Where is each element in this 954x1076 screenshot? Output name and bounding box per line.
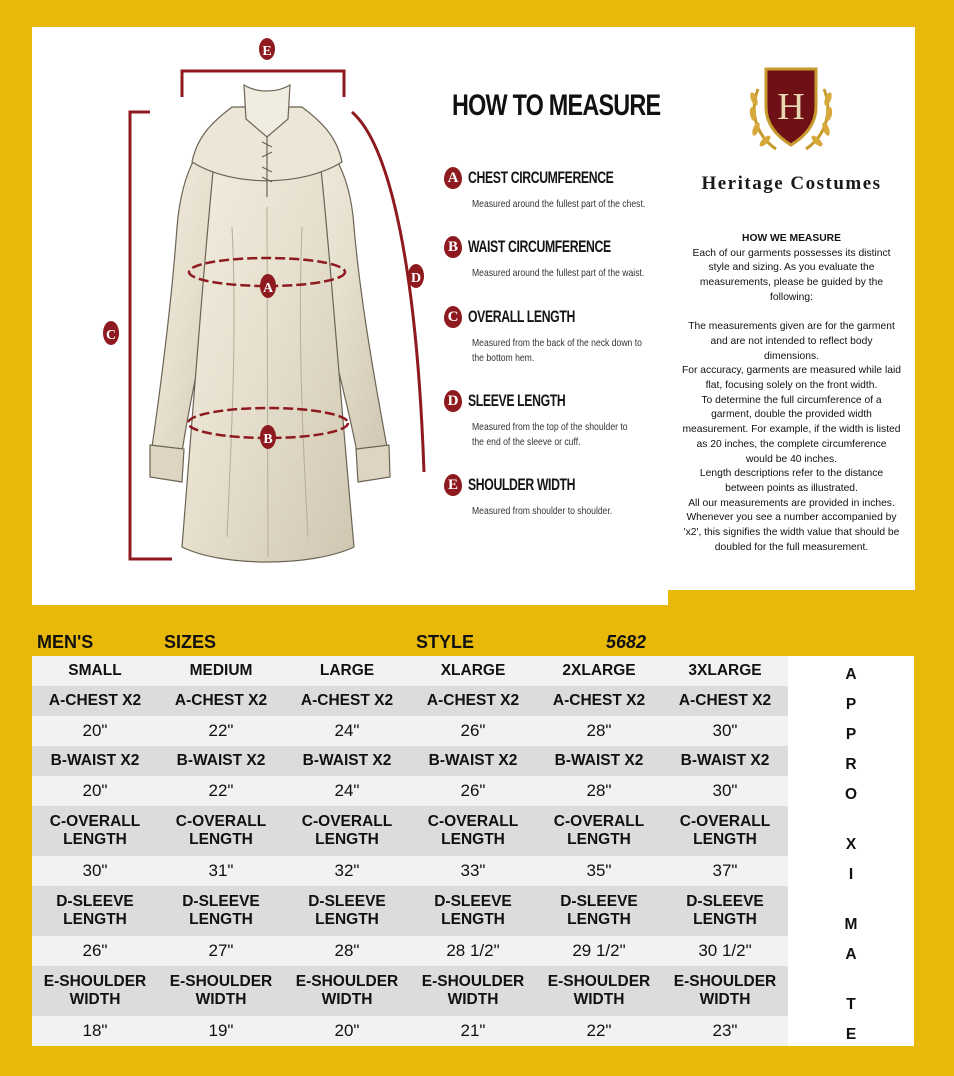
measure-desc: Measured from the top of the shoulder to the end of the sleeve or cuff. xyxy=(472,421,628,448)
badge-c: C xyxy=(444,306,462,328)
size-cell: 3XLARGE xyxy=(662,656,788,686)
table-row xyxy=(32,856,788,886)
row-label: E-SHOULDER WIDTH xyxy=(536,966,662,1016)
value-cell: 30" xyxy=(662,716,788,746)
value-cell: 21" xyxy=(410,1016,536,1046)
row-label: D-SLEEVE LENGTH xyxy=(32,886,158,936)
measure-desc: Measured around the fullest part of the chest. xyxy=(472,198,646,210)
measure-label: SLEEVE LENGTH xyxy=(468,391,566,410)
row-label: E-SHOULDER WIDTH xyxy=(284,966,410,1016)
approx-letter: P xyxy=(845,696,857,713)
approx-letter: T xyxy=(846,996,856,1013)
value-cell: 32" xyxy=(284,856,410,886)
how-we-measure-title: HOW WE MEASURE xyxy=(742,233,841,244)
row-label: C-OVERALL LENGTH xyxy=(284,806,410,856)
badge-b: B xyxy=(444,236,462,258)
value-cell: 29 1/2" xyxy=(536,936,662,966)
row-label: C-OVERALL LENGTH xyxy=(158,806,284,856)
table-row xyxy=(32,1016,788,1046)
value-cell: 27" xyxy=(158,936,284,966)
badge-d: D xyxy=(444,390,462,412)
row-label: C-OVERALL LENGTH xyxy=(32,806,158,856)
table-row xyxy=(32,966,788,1016)
table-row xyxy=(32,936,788,966)
badge-a: A xyxy=(444,167,462,189)
table-row xyxy=(32,746,788,776)
table-row xyxy=(32,686,788,716)
value-cell: 26" xyxy=(410,776,536,806)
row-label: B-WAIST X2 xyxy=(32,746,158,776)
value-cell: 31" xyxy=(158,856,284,886)
style-number: 5682 xyxy=(606,632,647,652)
measure-desc: Measured from the back of the neck down to the bottom hem. xyxy=(472,337,642,364)
shirt-diagram xyxy=(32,27,452,605)
row-label: C-OVERALL LENGTH xyxy=(662,806,788,856)
how-we-measure-text: HOW WE MEASURE Each of our garments possesses its distinct style and sizing. As you evaluate the measurements, please be guided by the following: The measurements given are for the garment and are not intended to reflect body dimensions. For accuracy, garments are measured while laid flat, focusing solely on the front width. To determine the full circumference of a garment, double the provided width measurement. For example, if the width is listed as 20 inches, the complete circumference would be 40 inches. Length descriptions refer to the distance between points as illustrated. All our measurements are provided in inches. Whenever you see a number accompanied by 'x2', this signifies the width value that should be doubled for the full measurement. xyxy=(668,232,915,555)
value-cell: 20" xyxy=(32,716,158,746)
measure-label: WAIST CIRCUMFERENCE xyxy=(468,237,611,256)
row-label: D-SLEEVE LENGTH xyxy=(158,886,284,936)
value-cell: 20" xyxy=(32,776,158,806)
label-a: A xyxy=(262,281,274,296)
mens-label: MEN'S xyxy=(37,632,94,652)
measure-label: SHOULDER WIDTH xyxy=(468,475,576,494)
value-cell: 22" xyxy=(536,1016,662,1046)
measure-label: OVERALL LENGTH xyxy=(468,307,575,326)
size-cell: MEDIUM xyxy=(158,656,284,686)
measure-desc: Measured around the fullest part of the waist. xyxy=(472,267,645,279)
approx-letter: P xyxy=(845,726,857,743)
row-label: A-CHEST X2 xyxy=(32,686,158,716)
value-cell: 19" xyxy=(158,1016,284,1046)
row-label: B-WAIST X2 xyxy=(158,746,284,776)
logo-letter: H xyxy=(777,86,805,128)
brand-name: Heritage Costumes xyxy=(701,173,882,194)
style-label: STYLE xyxy=(416,632,475,652)
approx-letter: A xyxy=(845,946,857,963)
label-d: D xyxy=(410,271,422,286)
label-e: E xyxy=(262,44,272,59)
value-cell: 28 1/2" xyxy=(410,936,536,966)
row-label: D-SLEEVE LENGTH xyxy=(662,886,788,936)
row-label: B-WAIST X2 xyxy=(662,746,788,776)
row-label: D-SLEEVE LENGTH xyxy=(410,886,536,936)
row-label: C-OVERALL LENGTH xyxy=(410,806,536,856)
value-cell: 23" xyxy=(662,1016,788,1046)
table-row xyxy=(32,886,788,936)
value-cell: 33" xyxy=(410,856,536,886)
value-cell: 30 1/2" xyxy=(662,936,788,966)
approx-letter: X xyxy=(845,836,857,853)
approx-letter: R xyxy=(845,756,857,773)
how-to-measure-panel xyxy=(32,27,668,605)
row-label: A-CHEST X2 xyxy=(284,686,410,716)
row-label: A-CHEST X2 xyxy=(662,686,788,716)
row-label: A-CHEST X2 xyxy=(158,686,284,716)
row-label: A-CHEST X2 xyxy=(536,686,662,716)
size-cell: 2XLARGE xyxy=(536,656,662,686)
row-label: C-OVERALL LENGTH xyxy=(536,806,662,856)
measure-label: CHEST CIRCUMFERENCE xyxy=(468,168,614,187)
label-c: C xyxy=(105,328,117,343)
approx-letter: O xyxy=(844,786,858,803)
row-label: E-SHOULDER WIDTH xyxy=(32,966,158,1016)
table-row xyxy=(32,716,788,746)
value-cell: 24" xyxy=(284,776,410,806)
size-cell: XLARGE xyxy=(410,656,536,686)
label-b: B xyxy=(263,432,273,447)
row-label: B-WAIST X2 xyxy=(284,746,410,776)
value-cell: 30" xyxy=(662,776,788,806)
approximate-column xyxy=(788,656,914,1046)
row-label: D-SLEEVE LENGTH xyxy=(536,886,662,936)
value-cell: 28" xyxy=(536,716,662,746)
approx-letter: M xyxy=(844,916,858,933)
row-label: D-SLEEVE LENGTH xyxy=(284,886,410,936)
row-label: B-WAIST X2 xyxy=(536,746,662,776)
value-cell: 18" xyxy=(32,1016,158,1046)
shirt-illustration xyxy=(32,27,452,605)
badge-e: E xyxy=(444,474,462,496)
value-cell: 26" xyxy=(32,936,158,966)
row-label: E-SHOULDER WIDTH xyxy=(662,966,788,1016)
row-label: E-SHOULDER WIDTH xyxy=(158,966,284,1016)
size-cell: SMALL xyxy=(32,656,158,686)
size-table xyxy=(32,656,788,1046)
approx-letter: E xyxy=(845,1026,857,1043)
row-label: E-SHOULDER WIDTH xyxy=(410,966,536,1016)
value-cell: 28" xyxy=(536,776,662,806)
how-to-measure-title: HOW TO MEASURE xyxy=(452,89,661,122)
approx-letter: A xyxy=(845,666,857,683)
size-cell: LARGE xyxy=(284,656,410,686)
value-cell: 26" xyxy=(410,716,536,746)
value-cell: 20" xyxy=(284,1016,410,1046)
value-cell: 22" xyxy=(158,776,284,806)
table-row xyxy=(32,776,788,806)
value-cell: 24" xyxy=(284,716,410,746)
heritage-crest-logo xyxy=(746,59,836,159)
value-cell: 30" xyxy=(32,856,158,886)
brand-panel xyxy=(668,27,915,590)
row-label: B-WAIST X2 xyxy=(410,746,536,776)
size-header-row xyxy=(32,656,788,686)
row-label: A-CHEST X2 xyxy=(410,686,536,716)
table-row xyxy=(32,806,788,856)
value-cell: 35" xyxy=(536,856,662,886)
value-cell: 28" xyxy=(284,936,410,966)
value-cell: 37" xyxy=(662,856,788,886)
sizes-label: SIZES xyxy=(164,632,217,652)
approx-letter: I xyxy=(848,866,854,883)
value-cell: 22" xyxy=(158,716,284,746)
measure-desc: Measured from shoulder to shoulder. xyxy=(472,505,613,517)
